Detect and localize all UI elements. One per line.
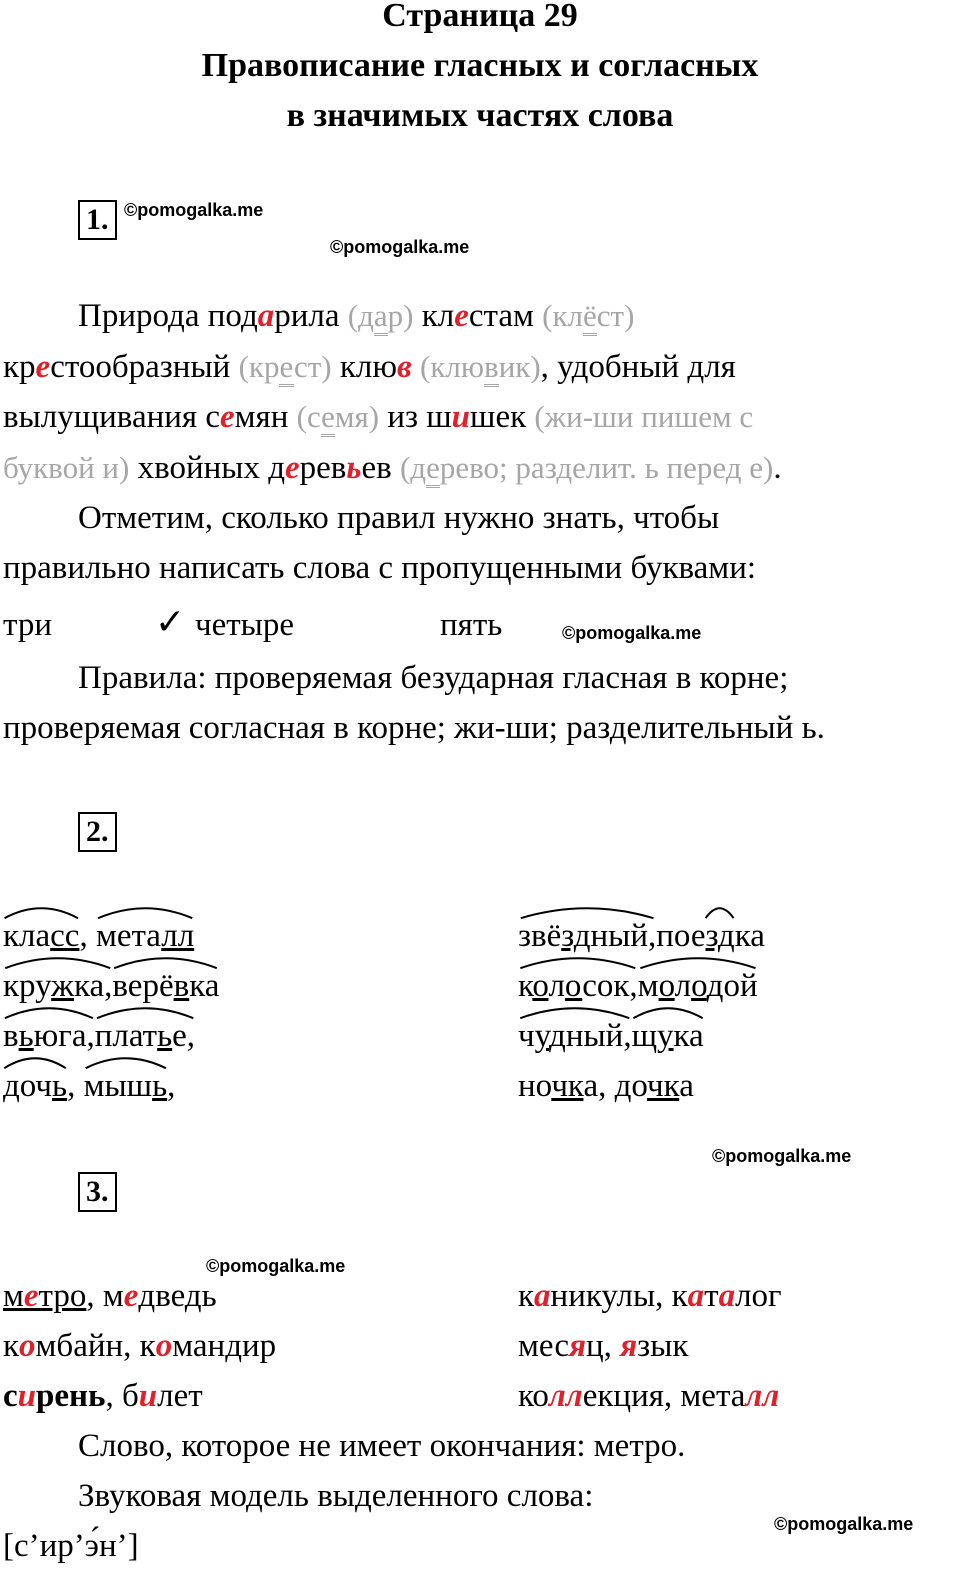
ex1-text-line2: крестообразный (крест) клюв (клювик), удобный для (3, 349, 736, 385)
exercise-3-number: 3. (78, 1172, 117, 1212)
ex2-left-row4: дочь, мышь, (3, 1066, 175, 1106)
topic-title-line1: Правописание гласных и согласных (201, 47, 759, 84)
ex3-right-row1: каникулы, каталог (518, 1278, 782, 1314)
watermark: ©pomogalka.me (774, 1514, 914, 1534)
ex1-text-line3: вылущивания семян (семя) из шишек (жи-ши пишем с (3, 399, 754, 435)
ex1-question-line2: правильно написать слова с пропущенными буквами: (3, 550, 757, 586)
topic-title-line2: в значимых частях слова (286, 97, 674, 134)
ex2-left-row3: вьюга, платье, (3, 1016, 195, 1056)
option-three: три (3, 607, 52, 643)
watermark: ©pomogalka.me (124, 200, 264, 220)
ex1-text-line4: буквой и) хвойных деревьев (дерево; разделит. ь перед е). (3, 450, 782, 486)
word-metall: металл (96, 916, 194, 956)
option-four: четыре (195, 607, 294, 643)
ex3-sound-model-text: Звуковая модель выделенного слова: (78, 1478, 594, 1514)
option-five: пять (440, 607, 503, 643)
page-title: Страница 29 (382, 0, 578, 34)
watermark: ©pomogalka.me (330, 237, 470, 257)
ex3-left-row2: комбайн, командир (3, 1328, 277, 1364)
ex3-left-row3: сирень, билет (3, 1378, 203, 1414)
ex1-rules-line1: Правила: проверяемая безударная гласная в корне; (78, 660, 789, 696)
ex1-rules-line2: проверяемая согласная в корне; жи-ши; разделительный ь. (3, 710, 825, 746)
watermark: ©pomogalka.me (206, 1256, 346, 1276)
ex2-right-row2: колосок, молодой (518, 966, 758, 1006)
word-klass: класс (3, 916, 79, 956)
ex1-question-line1: Отметим, сколько правил нужно знать, чтобы (78, 500, 720, 536)
ex2-right-row4: ночка, дочка (518, 1068, 694, 1104)
ex1-text-line1: Природа подарила (дар) клестам (клёст) (78, 298, 635, 334)
ex3-no-ending-text: Слово, которое не имеет окончания: метро. (78, 1428, 686, 1464)
ex3-right-row2: месяц, язык (518, 1328, 689, 1364)
ex3-transcription: [с’ир’э́н’] (3, 1528, 139, 1564)
ex2-left-row2: кружка, верёвка (3, 966, 219, 1006)
exercise-1-number: 1. (78, 200, 117, 240)
ex3-right-row3: коллекция, металл (518, 1378, 780, 1414)
watermark: ©pomogalka.me (712, 1146, 852, 1166)
ex2-right-row3: чудный, щука (518, 1016, 704, 1056)
ex2-right-row1: звёздный,пое здка (518, 916, 765, 956)
ex2-left-row1: класс, металл (3, 916, 194, 956)
ex3-left-row1: метро, медведь (3, 1278, 217, 1314)
exercise-2-number: 2. (78, 812, 117, 852)
watermark: ©pomogalka.me (562, 623, 702, 643)
check-icon: ✓ (155, 602, 186, 643)
